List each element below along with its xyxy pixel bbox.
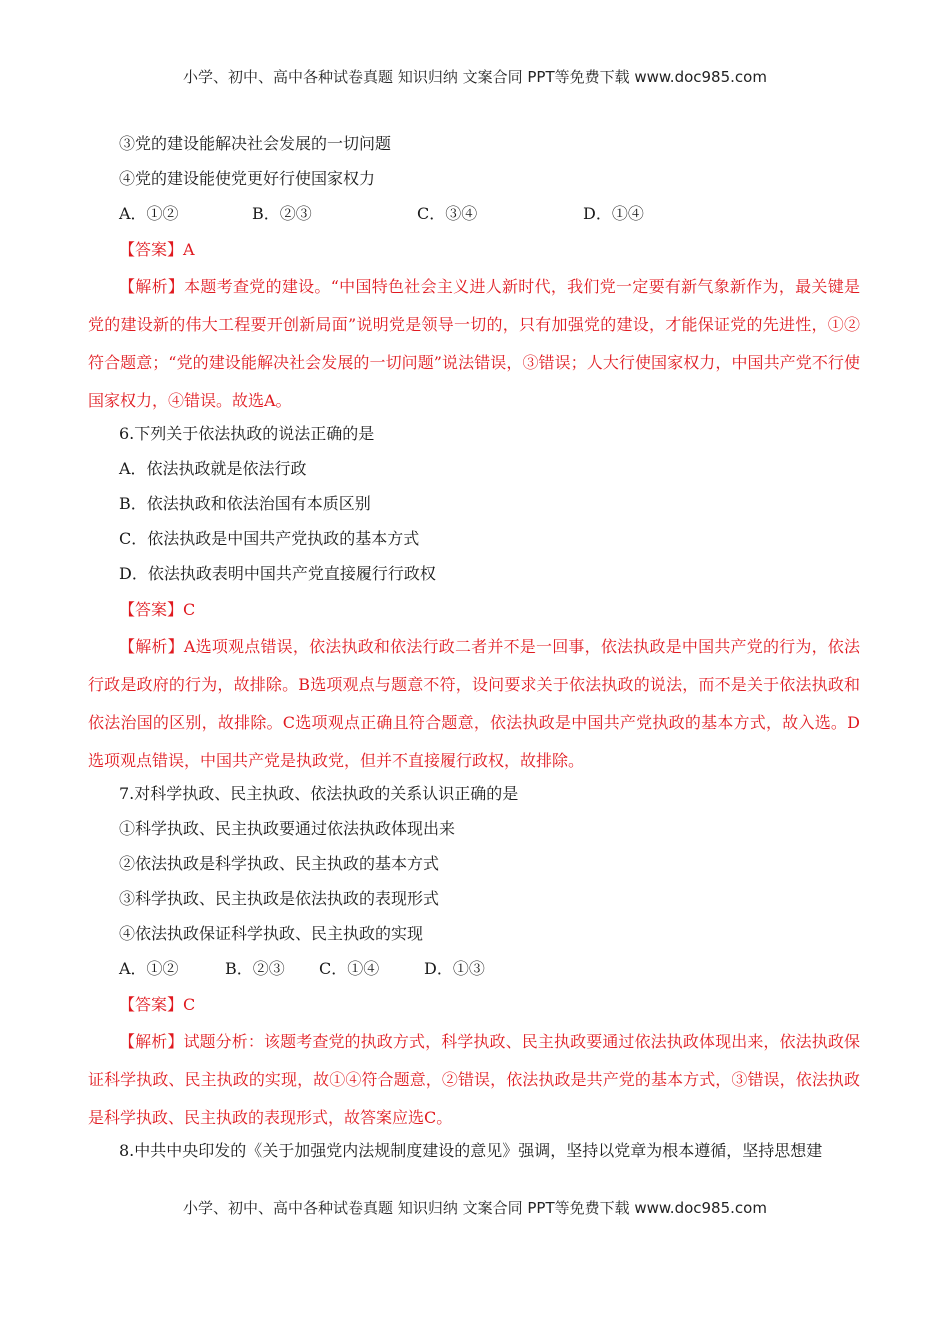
q6-option-c: C．依法执政是中国共产党执政的基本方式 <box>119 529 420 548</box>
q6-option-a: A．依法执政就是依法行政 <box>119 459 307 478</box>
q7-stem: 7.对科学执政、民主执政、依法执政的关系认识正确的是 <box>119 784 519 803</box>
q7-answer: 【答案】C <box>119 995 196 1014</box>
document-body <box>88 134 860 1161</box>
q6-stem: 6.下列关于依法执政的说法正确的是 <box>119 424 375 443</box>
q5-item-3: ③党的建设能解决社会发展的一切问题 <box>119 134 392 153</box>
q5-answer: 【答案】A <box>119 240 195 259</box>
option-a: A．①② <box>119 959 179 978</box>
q8-stem: 8.中共中央印发的《关于加强党内法规制度建设的意见》强调，坚持以党章为根本遵循，坚持思想建 <box>119 1141 823 1160</box>
page-header: 小学、初中、高中各种试卷真题 知识归纳 文案合同 PPT等免费下载 www.doc985.com <box>183 68 767 86</box>
q5-options <box>88 204 860 224</box>
q6-option-d: D．依法执政表明中国共产党直接履行行政权 <box>119 564 436 583</box>
q6-answer: 【答案】C <box>119 600 196 619</box>
option-b: B．②③ <box>225 959 285 978</box>
q6-analysis: 【解析】A选项观点错误，依法执政和依法行政二者并不是一回事，依法执政是中国共产党的行为，依法行政是政府的行为，故排除。B选项观点与题意不符，设问要求关于依法执政的说法，而不是关于依法执政和依法治国的区别，故排除。C选项观点正确且符合题意，依法执政是中国共产党执政的基本方式，故入选。D选项观点错误，中国共产党是执政党，但并不直接履行政权，故排除。 <box>88 637 860 770</box>
q7-item-4: ④依法执政保证科学执政、民主执政的实现 <box>119 924 424 943</box>
q7-item-2: ②依法执政是科学执政、民主执政的基本方式 <box>119 854 440 873</box>
q7-item-1: ①科学执政、民主执政要通过依法执政体现出来 <box>119 819 456 838</box>
option-c: C．①④ <box>319 959 380 978</box>
q7-item-3: ③科学执政、民主执政是依法执政的表现形式 <box>119 889 440 908</box>
q5-item-4: ④党的建设能使党更好行使国家权力 <box>119 169 376 188</box>
page-footer: 小学、初中、高中各种试卷真题 知识归纳 文案合同 PPT等免费下载 www.doc985.com <box>183 1199 767 1217</box>
q7-analysis: 【解析】试题分析：该题考查党的执政方式，科学执政、民主执政要通过依法执政体现出来，依法执政保证科学执政、民主执政的实现，故①④符合题意，②错误，依法执政是共产党的基本方式，③错误，依法执政是科学执政、民主执政的表现形式，故答案应选C。 <box>88 1032 860 1127</box>
option-c: C．③④ <box>417 204 478 223</box>
option-d: D．①④ <box>583 204 644 223</box>
option-b: B．②③ <box>252 204 312 223</box>
q7-options <box>88 959 860 979</box>
q6-option-b: B．依法执政和依法治国有本质区别 <box>119 494 371 513</box>
option-a: A．①② <box>119 204 179 223</box>
option-d: D．①③ <box>424 959 485 978</box>
q5-analysis: 【解析】本题考查党的建设。“中国特色社会主义进人新时代，我们党一定要有新气象新作为，最关键是党的建设新的伟大工程要开创新局面”说明党是领导一切的，只有加强党的建设，才能保证党的先进性，①②符合题意；“党的建设能解决社会发展的一切问题”说法错误，③错误；人大行使国家权力，中国共产党不行使国家权力，④错误。故选A。 <box>88 277 860 410</box>
